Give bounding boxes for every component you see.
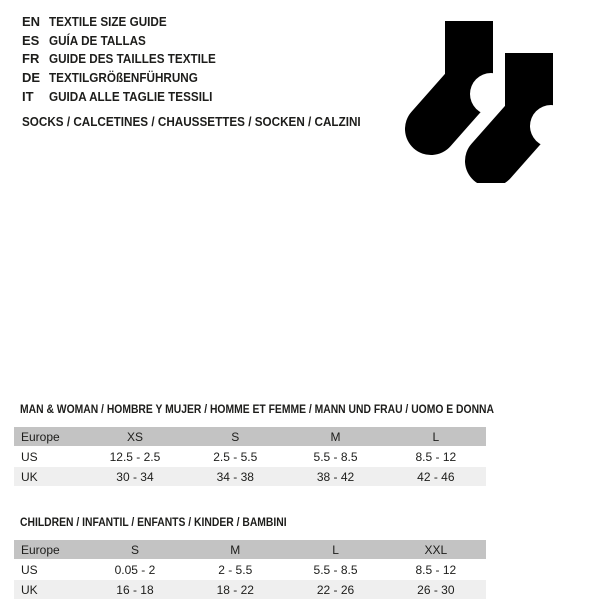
header-cell-size: S: [185, 427, 285, 446]
size-value: 38 - 42: [285, 467, 385, 486]
size-value: 8.5 - 12: [386, 560, 486, 579]
socks-icon-svg: [400, 3, 575, 183]
language-label: GUIDA ALLE TAGLIE TESSILI: [49, 88, 213, 104]
language-code: FR: [22, 51, 40, 67]
adult-table-title: [20, 404, 494, 417]
header-cell-size: L: [386, 427, 486, 446]
header-cell-region: Europe: [14, 540, 85, 559]
size-value: 8.5 - 12: [386, 447, 486, 466]
size-value: 42 - 46: [386, 467, 486, 486]
adult-table-title-text: MAN & WOMAN / HOMBRE Y MUJER / HOMME ET FEMME / MANN UND FRAU / UOMO E DONNA: [20, 404, 494, 416]
size-value: 26 - 30: [386, 580, 486, 599]
header-cell-size: M: [185, 540, 285, 559]
language-code: IT: [22, 88, 34, 104]
header-cell-region: Europe: [14, 427, 85, 446]
language-label: TEXTILE SIZE GUIDE: [49, 14, 167, 29]
size-value: 16 - 18: [85, 580, 185, 599]
size-value: 2.5 - 5.5: [185, 447, 285, 466]
language-label: TEXTILGRÖßENFÜHRUNG: [49, 70, 198, 86]
language-list: [22, 13, 234, 107]
children-size-section: [14, 517, 486, 600]
row-label: UK: [14, 580, 85, 599]
size-value: 2 - 5.5: [185, 560, 285, 579]
language-label: GUÍA DE TALLAS: [49, 32, 146, 48]
adult-table-header-row: [14, 427, 486, 446]
language-row-it: [22, 88, 234, 107]
size-value: 30 - 34: [85, 467, 185, 486]
size-value: 18 - 22: [185, 580, 285, 599]
socks-icon: [400, 3, 575, 183]
language-row-de: [22, 69, 234, 88]
children-size-table: [14, 539, 486, 600]
adult-size-section: [14, 404, 494, 487]
row-label: US: [14, 560, 85, 579]
children-table-header-row: [14, 540, 486, 559]
header-cell-size: XS: [85, 427, 185, 446]
language-code: EN: [22, 14, 41, 29]
language-row-es: [22, 32, 234, 51]
header-cell-size: S: [85, 540, 185, 559]
size-value: 22 - 26: [285, 580, 385, 599]
size-value: 12.5 - 2.5: [85, 447, 185, 466]
language-code: DE: [22, 70, 41, 86]
category-title-text: SOCKS / CALCETINES / CHAUSSETTES / SOCKEN / CALZINI: [22, 114, 361, 129]
row-label: US: [14, 447, 85, 466]
header-cell-size: L: [285, 540, 385, 559]
header-cell-size: M: [285, 427, 385, 446]
category-title: [22, 114, 398, 129]
row-label: UK: [14, 467, 85, 486]
language-row-fr: [22, 50, 234, 69]
language-label: GUIDE DES TAILLES TEXTILE: [49, 51, 216, 67]
children-table-row-us: [14, 560, 486, 579]
children-table-title: [20, 517, 486, 530]
children-table-title-text: CHILDREN / INFANTIL / ENFANTS / KINDER / BAMBINI: [20, 517, 287, 529]
size-value: 5.5 - 8.5: [285, 560, 385, 579]
size-value: 0.05 - 2: [85, 560, 185, 579]
children-table-row-uk: [14, 580, 486, 599]
size-value: 34 - 38: [185, 467, 285, 486]
header-cell-size: XXL: [386, 540, 486, 559]
language-row-en: [22, 13, 234, 32]
adult-size-table: [14, 426, 486, 487]
adult-table-row-us: [14, 447, 486, 466]
size-value: 5.5 - 8.5: [285, 447, 385, 466]
language-code: ES: [22, 32, 40, 48]
adult-table-row-uk: [14, 467, 486, 486]
